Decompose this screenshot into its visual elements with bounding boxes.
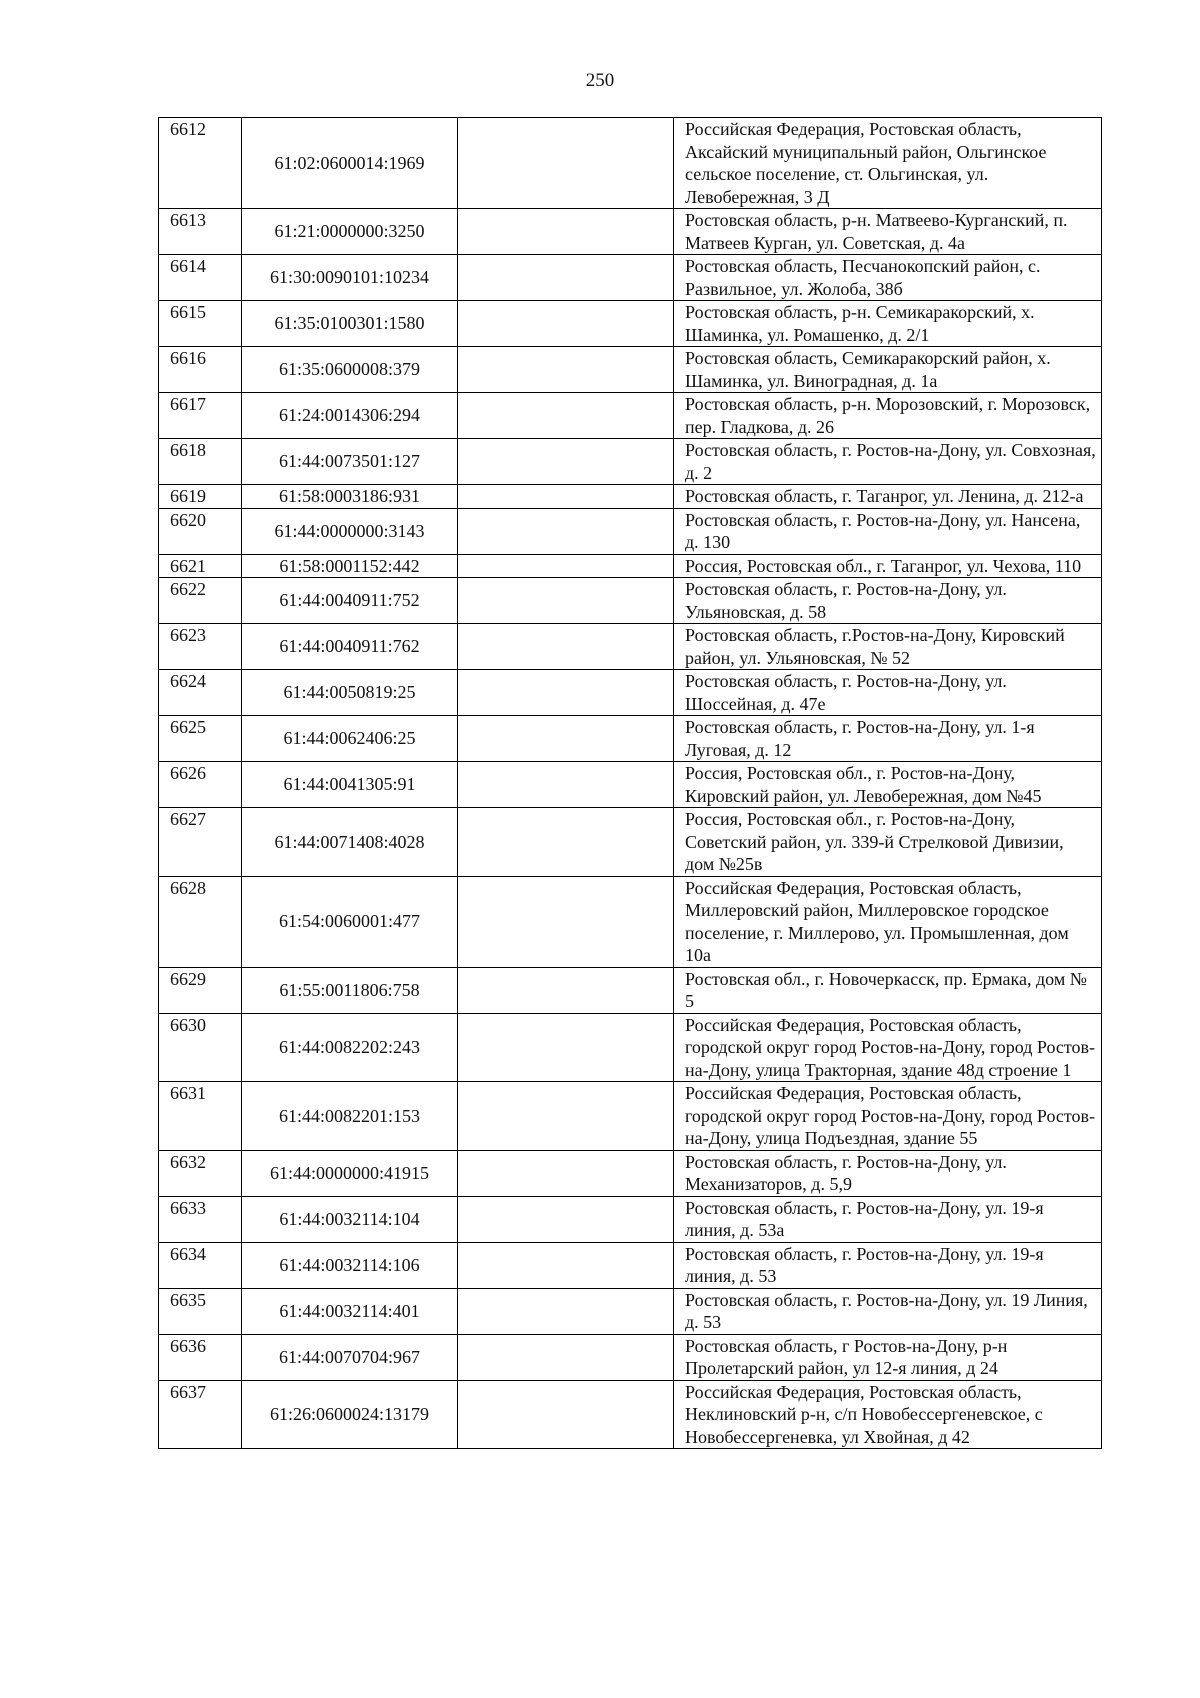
empty-cell xyxy=(458,624,674,670)
row-number-cell-text: 6623 xyxy=(170,625,206,645)
address-cell-text: Ростовская область, р-н. Семикаракорский, х. Шаминка, ул. Ромашенко, д. 2/1 xyxy=(685,302,1035,345)
address-cell-text: Ростовская область, р-н. Морозовский, г. Морозовск, пер. Гладкова, д. 26 xyxy=(685,394,1091,437)
cadastral-number-cell xyxy=(242,1013,458,1082)
row-number-cell xyxy=(159,624,242,670)
cadastral-number-cell-text: 61:44:0040911:752 xyxy=(279,590,420,611)
row-number-cell-text: 6617 xyxy=(170,394,206,414)
row-number-cell xyxy=(159,347,242,393)
table-row xyxy=(159,670,1102,716)
empty-cell xyxy=(458,301,674,347)
address-cell-text: Российская Федерация, Ростовская область, Неклиновский р-н, с/п Новобессергеневское, с Новобессергеневка, ул Хвойная, д 42 xyxy=(685,1381,1043,1447)
empty-cell xyxy=(458,209,674,255)
empty-cell xyxy=(458,762,674,808)
row-number-cell xyxy=(159,255,242,301)
address-cell xyxy=(674,255,1102,301)
empty-cell xyxy=(458,1196,674,1242)
address-cell-text: Ростовская область, г. Ростов-на-Дону, ул. Механизаторов, д. 5,9 xyxy=(685,1151,1007,1194)
address-cell xyxy=(674,1082,1102,1151)
address-cell-text: Ростовская область, г. Ростов-на-Дону, ул. 19 Линия, д. 53 xyxy=(685,1289,1088,1332)
row-number-cell-text: 6624 xyxy=(170,671,206,691)
address-cell-text: Ростовская область, г.Ростов-на-Дону, Кировский район, ул. Ульяновская, № 52 xyxy=(685,625,1065,668)
address-cell-text: Ростовская область, г. Ростов-на-Дону, ул. Совхозная, д. 2 xyxy=(685,440,1096,483)
cadastral-number-cell xyxy=(242,439,458,485)
empty-cell xyxy=(458,347,674,393)
row-number-cell xyxy=(159,1150,242,1196)
cadastral-number-cell xyxy=(242,255,458,301)
row-number-cell xyxy=(159,554,242,578)
cadastral-number-cell xyxy=(242,967,458,1013)
cadastral-number-cell-text: 61:44:0032114:401 xyxy=(279,1300,420,1321)
address-cell xyxy=(674,508,1102,554)
row-number-cell-text: 6630 xyxy=(170,1014,206,1035)
empty-cell xyxy=(458,1380,674,1449)
cadastral-number-cell-text: 61:44:0082201:153 xyxy=(278,1105,420,1126)
row-number-cell xyxy=(159,1380,242,1449)
cadastral-number-cell xyxy=(242,393,458,439)
table-row xyxy=(159,808,1102,877)
table-row xyxy=(159,347,1102,393)
table-row xyxy=(159,716,1102,762)
cadastral-number-cell-text: 61:54:0060001:477 xyxy=(278,911,420,932)
cadastral-number-cell xyxy=(242,670,458,716)
row-number-cell xyxy=(159,209,242,255)
address-cell xyxy=(674,578,1102,624)
address-cell-text: Ростовская область, г. Ростов-на-Дону, ул. Нансена, д. 130 xyxy=(685,509,1081,552)
address-cell xyxy=(674,439,1102,485)
row-number-cell xyxy=(159,1013,242,1082)
empty-cell xyxy=(458,118,674,209)
row-number-cell-text: 6616 xyxy=(170,348,206,368)
cadastral-number-cell-text: 61:44:0040911:762 xyxy=(279,636,420,657)
row-number-cell xyxy=(159,439,242,485)
cadastral-number-cell xyxy=(242,118,458,209)
cadastral-number-cell-text: 61:30:0090101:10234 xyxy=(269,267,429,288)
row-number-cell-text: 6614 xyxy=(170,256,206,276)
cadastral-number-cell xyxy=(242,347,458,393)
cadastral-number-cell-text: 61:26:0600024:13179 xyxy=(269,1404,429,1424)
address-cell-text: Ростовская область, р-н. Матвеево-Курганский, п. Матвеев Курган, ул. Советская, д. 4а xyxy=(685,210,1068,253)
cadastral-number-cell xyxy=(242,624,458,670)
registry-table xyxy=(158,117,1102,1449)
cadastral-number-cell-text: 61:44:0000000:3143 xyxy=(274,520,425,541)
table-row xyxy=(159,1150,1102,1196)
table-row xyxy=(159,118,1102,209)
row-number-cell-text: 6622 xyxy=(170,579,206,599)
row-number-cell xyxy=(159,876,242,967)
row-number-cell xyxy=(159,1196,242,1242)
empty-cell xyxy=(458,1082,674,1151)
row-number-cell-text: 6621 xyxy=(170,555,206,576)
row-number-cell-text: 6612 xyxy=(170,119,206,139)
table-row xyxy=(159,1380,1102,1449)
row-number-cell-text: 6633 xyxy=(170,1197,206,1218)
row-number-cell xyxy=(159,301,242,347)
cadastral-number-cell-text: 61:44:0071408:4028 xyxy=(274,831,425,852)
cadastral-number-cell-text: 61:02:0600014:1969 xyxy=(274,152,425,173)
address-cell xyxy=(674,1334,1102,1380)
address-cell xyxy=(674,1288,1102,1334)
table-row xyxy=(159,1013,1102,1082)
cadastral-number-cell-text: 61:58:0001152:442 xyxy=(279,555,420,576)
address-cell xyxy=(674,118,1102,209)
row-number-cell-text: 6636 xyxy=(170,1335,206,1356)
table-row xyxy=(159,508,1102,554)
table-row xyxy=(159,876,1102,967)
address-cell-text: Ростовская область, г. Ростов-на-Дону, ул. Ульяновская, д. 58 xyxy=(685,579,1007,622)
table-row xyxy=(159,578,1102,624)
empty-cell xyxy=(458,255,674,301)
address-cell xyxy=(674,1013,1102,1082)
cadastral-number-cell xyxy=(242,209,458,255)
empty-cell xyxy=(458,1150,674,1196)
row-number-cell-text: 6627 xyxy=(170,809,206,829)
cadastral-number-cell-text: 61:44:0073501:127 xyxy=(278,451,420,472)
address-cell xyxy=(674,1150,1102,1196)
empty-cell xyxy=(458,1242,674,1288)
empty-cell xyxy=(458,716,674,762)
address-cell-text: Ростовская область, г. Ростов-на-Дону, ул. 1-я Луговая, д. 12 xyxy=(685,717,1035,760)
cadastral-number-cell-text: 61:44:0032114:104 xyxy=(279,1208,420,1229)
cadastral-number-cell-text: 61:44:0041305:91 xyxy=(283,774,416,795)
table-row xyxy=(159,1288,1102,1334)
address-cell xyxy=(674,485,1102,509)
cadastral-number-cell xyxy=(242,1380,458,1449)
table-row xyxy=(159,762,1102,808)
table-row xyxy=(159,967,1102,1013)
empty-cell xyxy=(458,439,674,485)
row-number-cell-text: 6620 xyxy=(170,509,206,530)
row-number-cell xyxy=(159,578,242,624)
row-number-cell xyxy=(159,508,242,554)
row-number-cell xyxy=(159,1288,242,1334)
cadastral-number-cell xyxy=(242,508,458,554)
empty-cell xyxy=(458,578,674,624)
row-number-cell-text: 6626 xyxy=(170,763,206,783)
table-row xyxy=(159,393,1102,439)
table-row xyxy=(159,485,1102,509)
address-cell xyxy=(674,301,1102,347)
cadastral-number-cell-text: 61:58:0003186:931 xyxy=(278,486,420,506)
row-number-cell-text: 6625 xyxy=(170,717,206,737)
table-row xyxy=(159,1082,1102,1151)
row-number-cell-text: 6629 xyxy=(170,968,206,989)
cadastral-number-cell-text: 61:44:0050819:25 xyxy=(283,682,416,703)
row-number-cell xyxy=(159,762,242,808)
row-number-cell xyxy=(159,485,242,509)
table-row xyxy=(159,624,1102,670)
row-number-cell-text: 6628 xyxy=(170,877,206,898)
cadastral-number-cell-text: 61:44:0082202:243 xyxy=(278,1037,420,1057)
address-cell xyxy=(674,347,1102,393)
address-cell-text: Российская Федерация, Ростовская область, городской округ город Ростов-на-Дону, город Ростов-на-Дону, улица Тракторная, здание 48д строение 1 xyxy=(685,1014,1096,1080)
table-row xyxy=(159,1242,1102,1288)
cadastral-number-cell-text: 61:44:0070704:967 xyxy=(278,1346,420,1367)
empty-cell xyxy=(458,485,674,509)
row-number-cell-text: 6618 xyxy=(170,440,206,460)
table-row xyxy=(159,301,1102,347)
row-number-cell xyxy=(159,393,242,439)
row-number-cell-text: 6634 xyxy=(170,1243,206,1264)
cadastral-number-cell xyxy=(242,762,458,808)
row-number-cell-text: 6619 xyxy=(170,486,206,506)
address-cell-text: Ростовская область, Песчанокопский район, с. Развильное, ул. Жолоба, 38б xyxy=(685,256,1041,299)
row-number-cell-text: 6631 xyxy=(170,1083,206,1103)
row-number-cell xyxy=(159,118,242,209)
address-cell xyxy=(674,716,1102,762)
address-cell xyxy=(674,1242,1102,1288)
registry-table-body xyxy=(159,118,1102,1449)
row-number-cell xyxy=(159,967,242,1013)
empty-cell xyxy=(458,670,674,716)
row-number-cell-text: 6632 xyxy=(170,1151,206,1172)
row-number-cell-text: 6635 xyxy=(170,1289,206,1310)
row-number-cell xyxy=(159,670,242,716)
empty-cell xyxy=(458,967,674,1013)
address-cell-text: Российская Федерация, Ростовская область, Миллеровский район, Миллеровское городское поселение, г. Миллерово, ул. Промышленная, дом 10а xyxy=(685,877,1069,965)
table-row xyxy=(159,439,1102,485)
address-cell xyxy=(674,808,1102,877)
address-cell-text: Российская Федерация, Ростовская область, городской округ город Ростов-на-Дону, город Ростов-на-Дону, улица Подъездная, здание 55 xyxy=(685,1083,1096,1148)
address-cell-text: Ростовская обл., г. Новочеркасск, пр. Ермака, дом № 5 xyxy=(685,968,1087,1011)
empty-cell xyxy=(458,393,674,439)
address-cell-text: Россия, Ростовская обл., г. Ростов-на-Дону, Кировский район, ул. Левобережная, дом №45 xyxy=(685,763,1042,806)
address-cell-text: Ростовская область, г. Ростов-на-Дону, ул. 19-я линия, д. 53а xyxy=(685,1197,1044,1240)
cadastral-number-cell-text: 61:21:0000000:3250 xyxy=(274,221,425,242)
row-number-cell xyxy=(159,1334,242,1380)
cadastral-number-cell xyxy=(242,876,458,967)
cadastral-number-cell xyxy=(242,1150,458,1196)
address-cell xyxy=(674,624,1102,670)
row-number-cell xyxy=(159,1082,242,1151)
row-number-cell-text: 6613 xyxy=(170,210,206,230)
cadastral-number-cell-text: 61:35:0600008:379 xyxy=(278,359,420,380)
empty-cell xyxy=(458,876,674,967)
cadastral-number-cell xyxy=(242,578,458,624)
address-cell xyxy=(674,209,1102,255)
address-cell xyxy=(674,1380,1102,1449)
address-cell xyxy=(674,1196,1102,1242)
address-cell-text: Россия, Ростовская обл., г. Таганрог, ул. Чехова, 110 xyxy=(685,555,1082,576)
address-cell xyxy=(674,554,1102,578)
empty-cell xyxy=(458,554,674,578)
address-cell-text: Россия, Ростовская обл., г. Ростов-на-Дону, Советский район, ул. 339-й Стрелковой Дивизии, дом №25в xyxy=(685,809,1064,874)
cadastral-number-cell xyxy=(242,1242,458,1288)
empty-cell xyxy=(458,1013,674,1082)
address-cell-text: Ростовская область, Семикаракорский район, х. Шаминка, ул. Виноградная, д. 1а xyxy=(685,348,1051,391)
cadastral-number-cell xyxy=(242,808,458,877)
row-number-cell-text: 6637 xyxy=(170,1381,206,1402)
empty-cell xyxy=(458,1288,674,1334)
cadastral-number-cell xyxy=(242,1196,458,1242)
cadastral-number-cell-text: 61:44:0062406:25 xyxy=(283,728,416,749)
address-cell-text: Ростовская область, г. Ростов-на-Дону, ул. 19-я линия, д. 53 xyxy=(685,1243,1044,1286)
table-row xyxy=(159,209,1102,255)
table-row xyxy=(159,1334,1102,1380)
empty-cell xyxy=(458,1334,674,1380)
cadastral-number-cell xyxy=(242,716,458,762)
address-cell xyxy=(674,876,1102,967)
row-number-cell xyxy=(159,1242,242,1288)
address-cell-text: Российская Федерация, Ростовская область, Аксайский муниципальный район, Ольгинское сельское поселение, ст. Ольгинская, ул. Левобережная, 3 Д xyxy=(685,119,1047,207)
cadastral-number-cell-text: 61:44:0000000:41915 xyxy=(269,1162,429,1183)
cadastral-number-cell xyxy=(242,554,458,578)
address-cell xyxy=(674,670,1102,716)
empty-cell xyxy=(458,808,674,877)
cadastral-number-cell xyxy=(242,1334,458,1380)
cadastral-number-cell-text: 61:44:0032114:106 xyxy=(279,1254,420,1275)
page-number: 250 xyxy=(585,70,615,91)
table-row xyxy=(159,255,1102,301)
row-number-cell-text: 6615 xyxy=(170,302,206,322)
address-cell xyxy=(674,393,1102,439)
table-row xyxy=(159,554,1102,578)
empty-cell xyxy=(458,508,674,554)
cadastral-number-cell xyxy=(242,301,458,347)
cadastral-number-cell xyxy=(242,1082,458,1151)
address-cell-text: Ростовская область, г. Таганрог, ул. Ленина, д. 212-а xyxy=(685,486,1084,506)
row-number-cell xyxy=(159,808,242,877)
cadastral-number-cell xyxy=(242,485,458,509)
cadastral-number-cell-text: 61:35:0100301:1580 xyxy=(274,313,425,334)
address-cell xyxy=(674,762,1102,808)
cadastral-number-cell-text: 61:55:0011806:758 xyxy=(279,979,420,1000)
cadastral-number-cell-text: 61:24:0014306:294 xyxy=(278,405,420,426)
row-number-cell xyxy=(159,716,242,762)
address-cell xyxy=(674,967,1102,1013)
table-row xyxy=(159,1196,1102,1242)
address-cell-text: Ростовская область, г Ростов-на-Дону, р-н Пролетарский район, ул 12-я линия, д 24 xyxy=(685,1335,1008,1378)
cadastral-number-cell xyxy=(242,1288,458,1334)
address-cell-text: Ростовская область, г. Ростов-на-Дону, ул. Шоссейная, д. 47е xyxy=(685,671,1007,714)
